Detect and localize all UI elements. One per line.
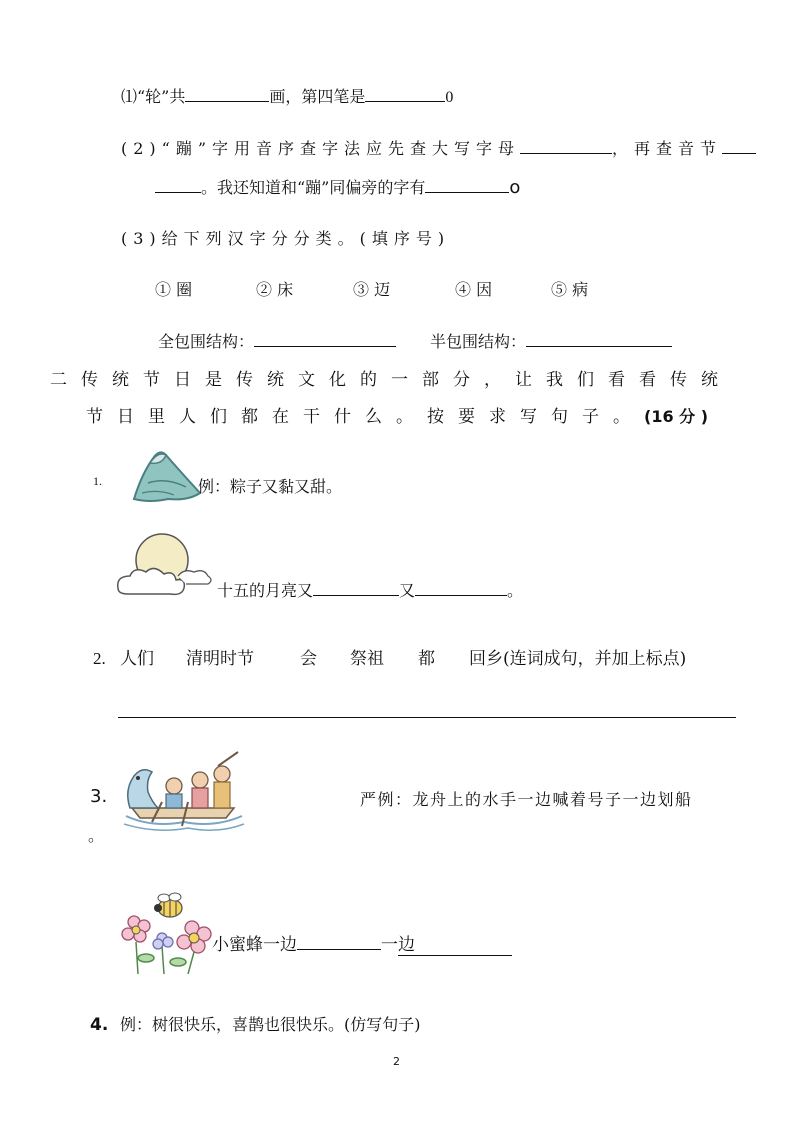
item1-exercise — [217, 578, 523, 601]
section2-title-text: 节日里人们都在干什么。按要求写句子。 — [86, 407, 644, 427]
char-options — [155, 277, 588, 300]
q1-line2-middle: ，再查音节 — [612, 139, 723, 158]
bee-blank-2[interactable] — [398, 930, 512, 956]
full-enclosure-label: 全包围结构： — [158, 332, 255, 351]
stroke-count-blank[interactable] — [185, 86, 269, 102]
item1-exercise-prefix: 十五的月亮又 — [217, 581, 314, 600]
option-3: ③ 迈 — [353, 280, 391, 299]
capital-letter-blank[interactable] — [520, 138, 612, 154]
option-4: ④ 因 — [455, 280, 493, 299]
item2-number: 2. — [93, 649, 106, 668]
q1-line3-prefix: 。我还知道和“蹦”同偏旁的字有 — [201, 178, 426, 197]
word-4: 祭祖 — [350, 649, 384, 669]
q1-line-2 — [121, 136, 756, 159]
page-number: 2 — [393, 1055, 400, 1068]
item1-exercise-middle: 又 — [399, 581, 416, 600]
word-1: 人们 — [120, 649, 154, 669]
word-5: 都 — [418, 649, 435, 669]
item3-number: 3. — [90, 786, 108, 807]
q1-line1-end: 0 — [445, 89, 454, 106]
item1-example: 例：粽子又黏又甜。 — [198, 477, 343, 496]
q1-line-4: (3)给下列汉字分分类。(填序号) — [121, 229, 451, 248]
item1-exercise-end: 。 — [507, 581, 524, 600]
item3-exercise-middle: 一 — [381, 935, 398, 955]
item3-example: 严例：龙舟上的水手一边喊着号子一边划船 — [360, 790, 693, 809]
q1-line2-prefix: (2)“蹦”字用音序查字法应先查大写字母 — [121, 139, 521, 158]
syllable-blank-part2[interactable] — [155, 177, 201, 193]
item2-line — [93, 644, 686, 669]
q1-line3-end: o — [509, 177, 521, 198]
section2-title-line1: 二传统节日是传统文化的一部分，让我们看看传统 — [50, 370, 732, 390]
dragon-boat-icon — [122, 746, 246, 832]
option-2: ② 床 — [256, 280, 294, 299]
syllable-blank-part1[interactable] — [722, 138, 756, 154]
word-3: 会 — [300, 649, 317, 669]
q1-line1-prefix: ⑴“轮”共 — [121, 87, 186, 106]
full-enclosure-blank[interactable] — [254, 331, 396, 347]
bee-blank-1[interactable] — [297, 934, 381, 950]
moon-blank-2[interactable] — [415, 580, 507, 596]
section2-score: (16 分 ) — [644, 407, 709, 426]
same-radical-blank[interactable] — [425, 177, 509, 193]
word-2: 清明时节 — [186, 649, 254, 669]
item4-text: 例：树很快乐，喜鹊也很快乐。(仿写句子) — [120, 1015, 421, 1034]
option-5: ⑤ 病 — [551, 280, 589, 299]
bee-flower-icon — [118, 892, 218, 976]
item4-line — [90, 1012, 421, 1035]
item4-number: 4. — [90, 1015, 109, 1035]
q1-line-1 — [121, 84, 453, 107]
structure-line — [158, 329, 672, 352]
section2-title-line2 — [86, 402, 708, 427]
item3-exercise — [212, 930, 512, 956]
zongzi-icon — [128, 443, 204, 505]
q1-line1-middle: 画，第四笔是 — [269, 87, 366, 106]
fourth-stroke-blank[interactable] — [365, 86, 445, 102]
item3-exercise-end: 边 — [398, 935, 415, 955]
half-enclosure-label: 半包围结构： — [430, 332, 527, 351]
item1-number: 1. — [93, 474, 102, 488]
moon-cloud-icon — [112, 530, 216, 602]
half-enclosure-blank[interactable] — [526, 331, 672, 347]
moon-blank-1[interactable] — [313, 580, 399, 596]
option-1: ① 圈 — [155, 280, 193, 299]
word-6: 回乡(连词成句，并加上标点) — [469, 649, 687, 669]
q1-line-3 — [155, 175, 520, 198]
item3-period: 。 — [88, 826, 105, 845]
item3-exercise-prefix: 小蜜蜂一边 — [212, 935, 297, 955]
answer-line[interactable] — [118, 717, 736, 718]
